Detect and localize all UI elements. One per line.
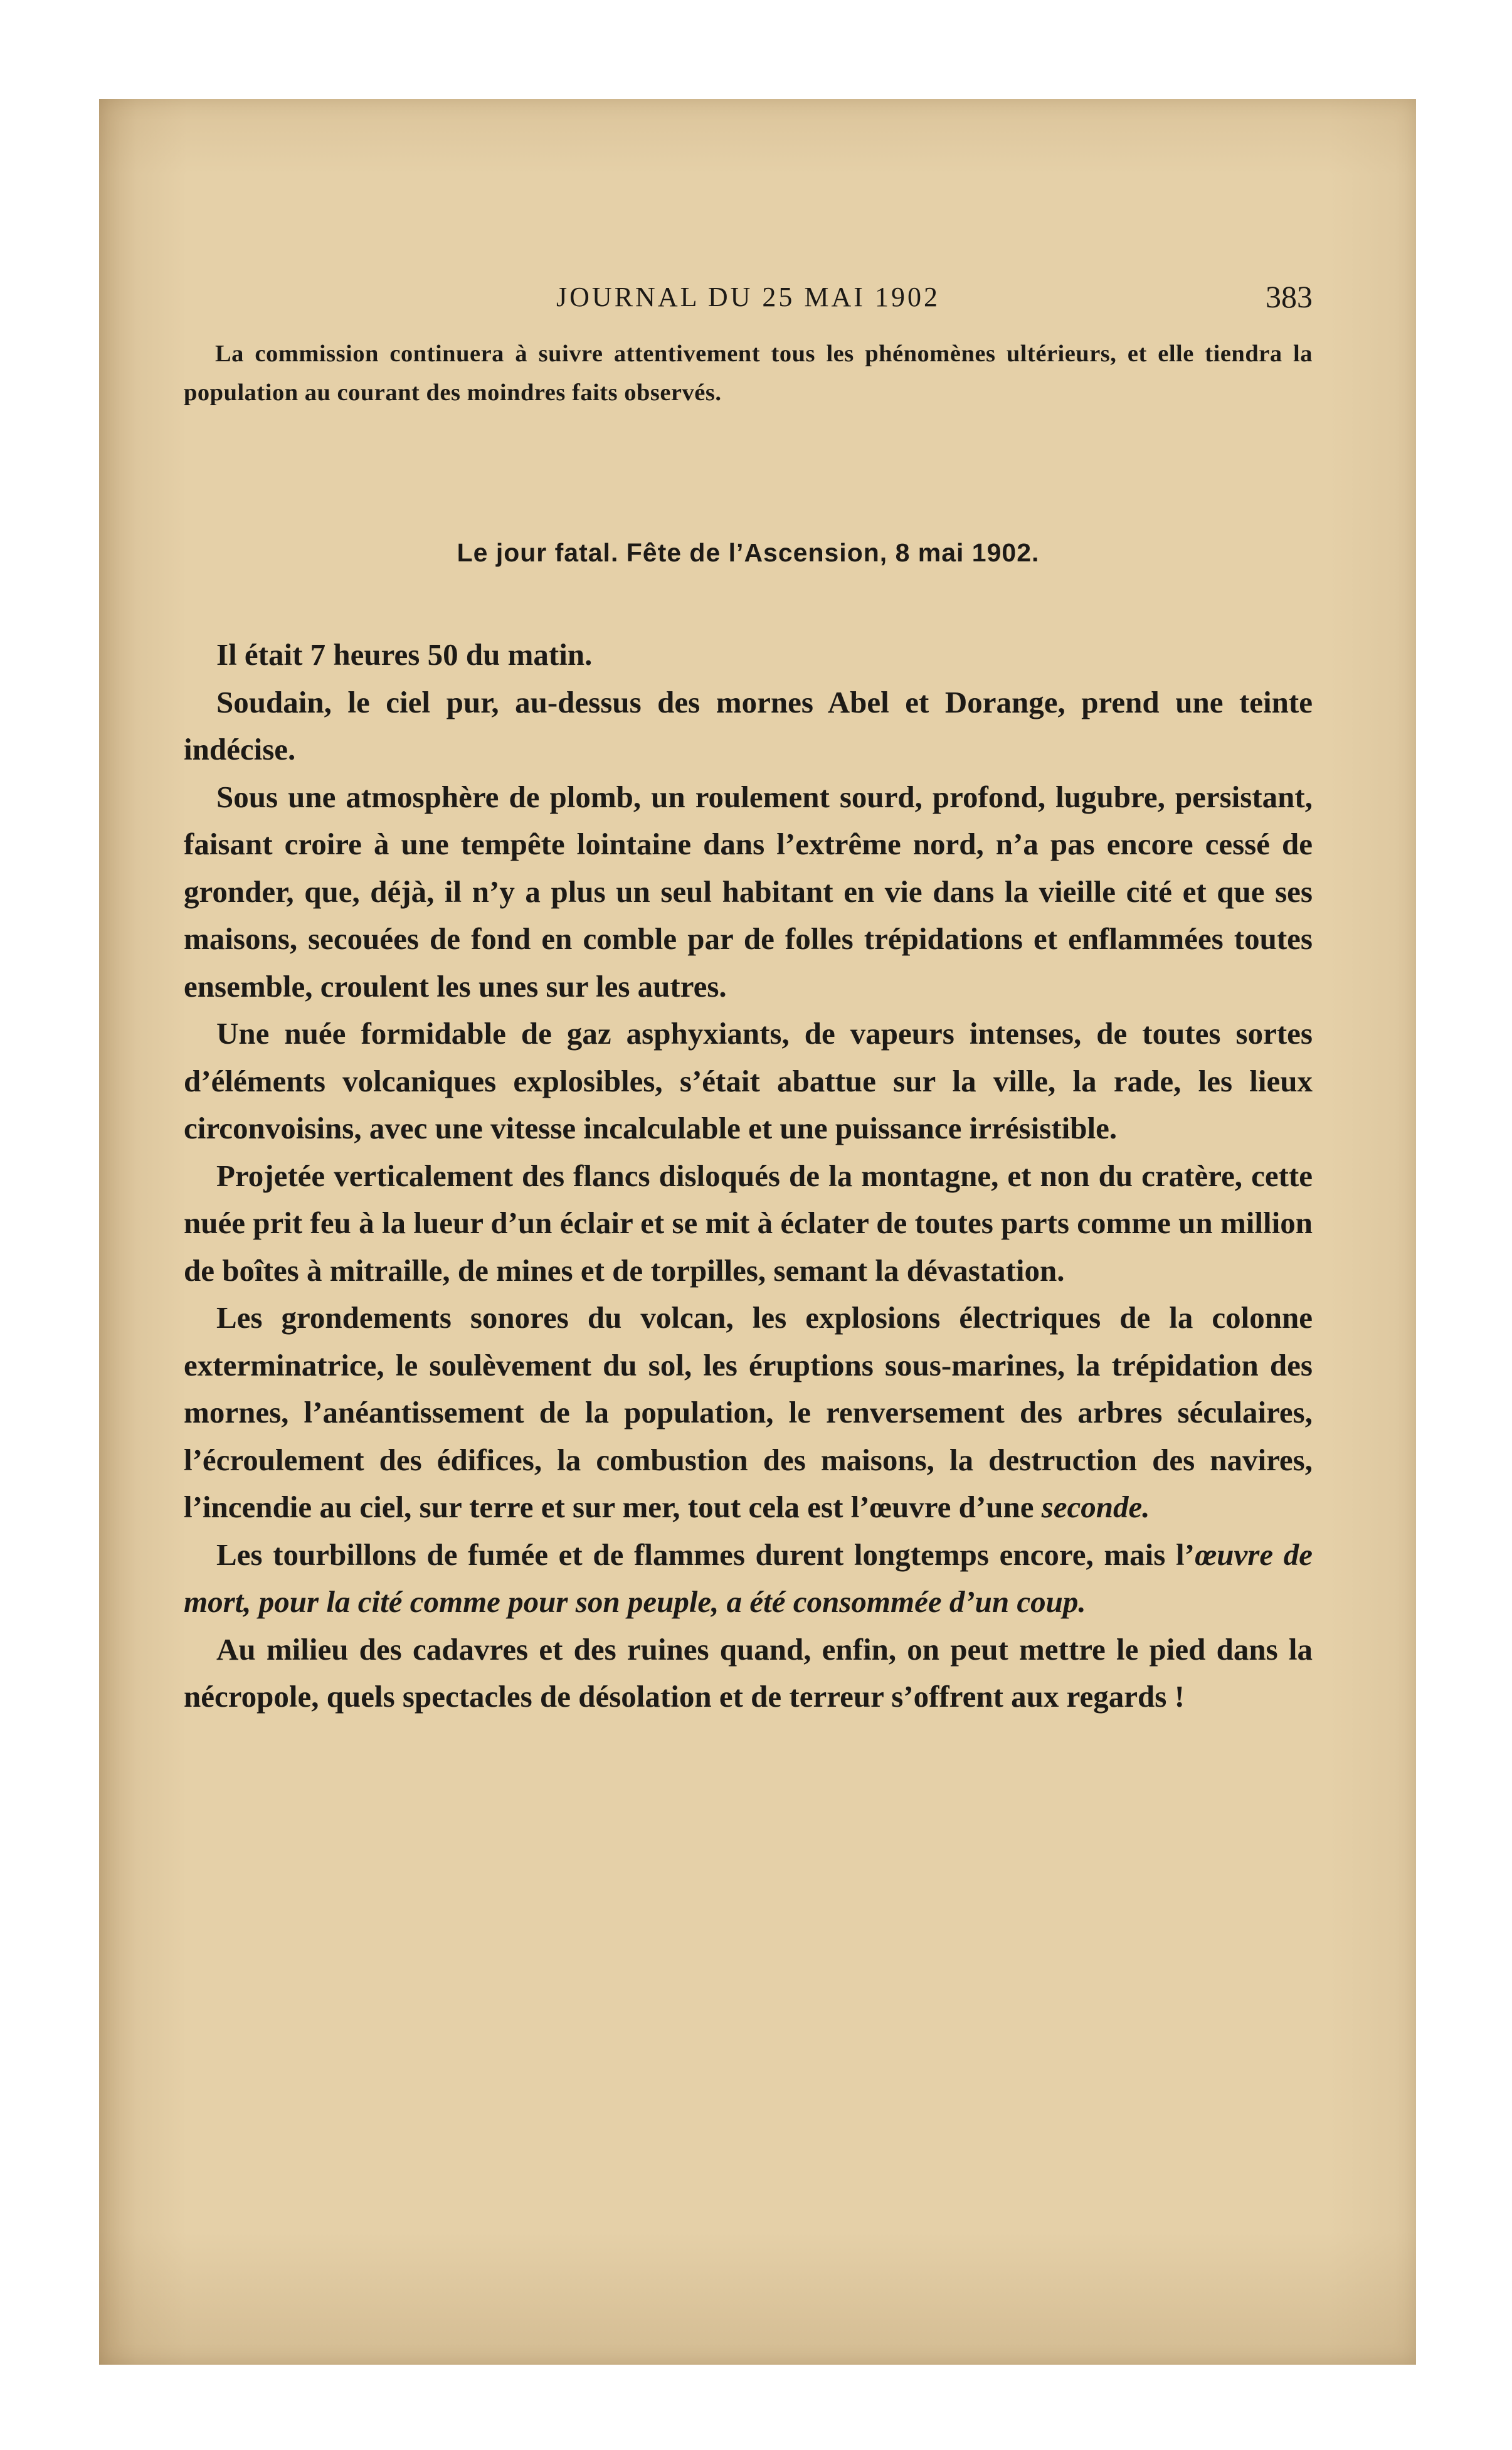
paragraph-7-italic: œuvre de mort, pour la cité comme pour son peuple, a été consommée d’un coup. (184, 1537, 1313, 1619)
paragraph-6-text: Les grondements sonores du volcan, les explosions électriques de la colonne exterminatrice, le soulèvement du sol, les éruptions sous-marines, la trépidation des mornes, l’anéantissement de la population, le renversement des arbres séculaires, l’écroulement des édifices, la combustion des maisons, la destruction des navires, l’incendie au ciel, sur terre et sur mer, tout cela est l’œuvre d’une (184, 1300, 1313, 1524)
paragraph-4: Une nuée formidable de gaz asphyxiants, de vapeurs intenses, de toutes sortes d’éléments volcaniques explosibles, s’était abattue sur la ville, la rade, les lieux circonvoisins, avec une vitesse incalculable et une puissance irrésistible. (184, 1016, 1313, 1145)
paragraph-5: Projetée verticalement des flancs disloqués de la montagne, et non du cratère, cette nuée prit feu à la lueur d’un éclair et se mit à éclater de toutes parts comme un million de boîtes à mitraille, de mines et de torpilles, semant la dévastation. (184, 1158, 1313, 1288)
paragraph-1: Il était 7 heures 50 du matin. (216, 637, 593, 672)
paragraph-3: Sous une atmosphère de plomb, un roulement sourd, profond, lugubre, persistant, faisant croire à une tempête lointaine dans l’extrême nord, n’a pas encore cessé de gronder, que, déjà, il n’y a plus un seul habitant en vie dans la vieille cité et que ses maisons, secouées de fond en comble par de folles trépidations et enflammées toutes ensemble, croulent les unes sur les autres. (184, 779, 1313, 1004)
paragraph-7 (184, 1531, 1313, 1626)
paragraph-2: Soudain, le ciel pur, au-dessus des mornes Abel et Dorange, prend une teinte indécise. (184, 684, 1313, 766)
paragraph-6-italic: seconde. (1041, 1490, 1150, 1524)
intro-paragraph: La commission continuera à suivre attentivement tous les phénomènes ultérieurs, et elle tiendra la population au courant des moindres faits observés. (184, 341, 1313, 406)
page-header (184, 281, 1313, 319)
page-number: 383 (1266, 279, 1313, 314)
running-title: JOURNAL DU 25 MAI 1902 (556, 282, 940, 312)
paragraph-6 (184, 1294, 1313, 1531)
section-heading: Le jour fatal. Fête de l’Ascension, 8 mai 1902. (457, 538, 1040, 567)
paragraph-7-text: Les tourbillons de fumée et de flammes durent longtemps encore, mais l’ (216, 1537, 1195, 1572)
book-page (99, 99, 1416, 2365)
body-text (184, 631, 1313, 1721)
paragraph-8: Au milieu des cadavres et des ruines quand, enfin, on peut mettre le pied dans la nécropole, quels spectacles de désolation et de terreur s’offrent aux regards ! (184, 1631, 1313, 1714)
